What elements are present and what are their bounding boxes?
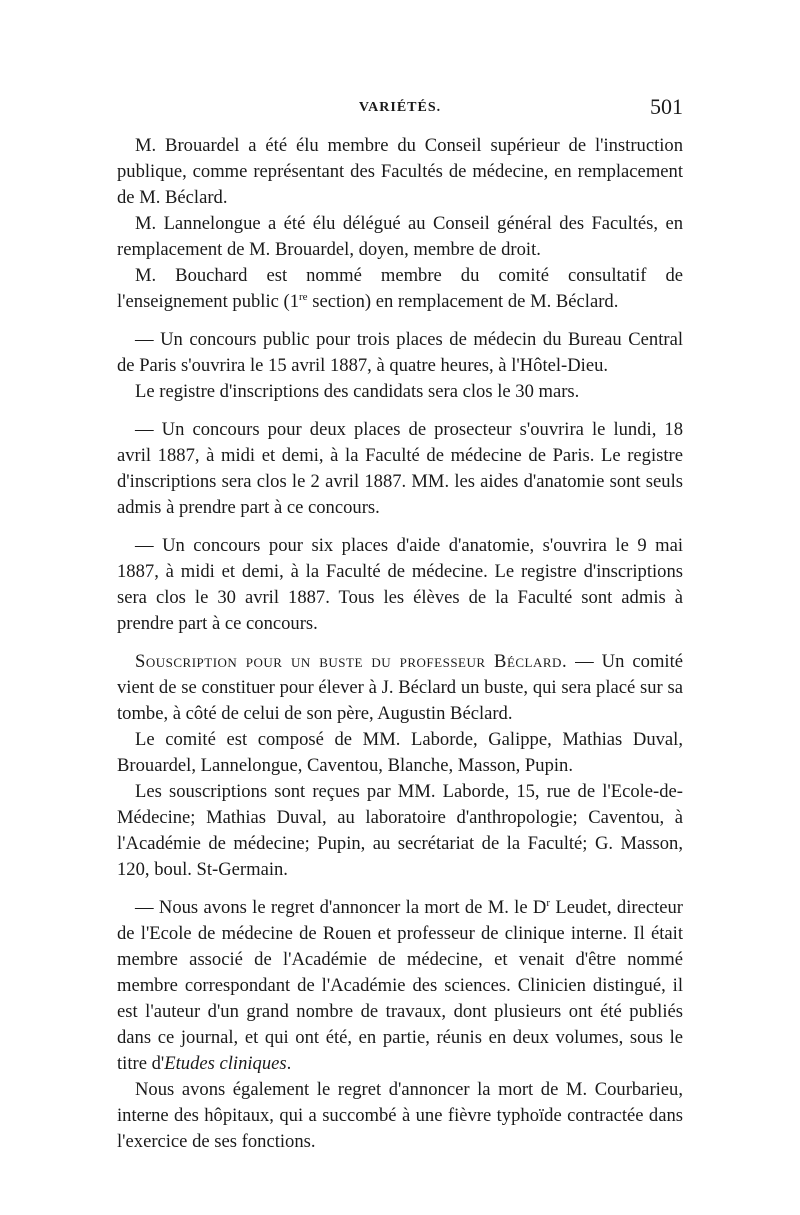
paragraph-brouardel: M. Brouardel a été élu membre du Conseil supérieur de l'instruction publique, comme représentant des Facultés de médecine, en remplacement de M. Béclard. xyxy=(117,135,683,208)
text-run: Leudet, directeur de l'Ecole de médecine de Rouen et professeur de clinique interne. Il était membre associé de l'Académie de médecine, et venait d'être nommé membre correspondant de l'Académie des sciences. Clinicien distingué, il est l'auteur d'un grand nombre de travaux, dont plusieurs ont été publiés dans ce journal, et qui ont été, en partie, réunis en deux volumes, sous le titre d' xyxy=(117,897,683,1074)
paragraph-souscriptions-recues: Les souscriptions sont reçues par MM. Laborde, 15, rue de l'Ecole-de-Médecine; Mathias Duval, au laboratoire d'anthropologie; Caventou, à l'Académie de médecine; Pupin, au secrétariat de la Faculté; G. Masson, 120, boul. St-Germain. xyxy=(117,781,683,880)
paragraph-lannelongue: M. Lannelongue a été élu délégué au Conseil général des Facultés, en remplacement de M. Brouardel, doyen, membre de droit. xyxy=(117,213,683,260)
paragraph-mort-leudet xyxy=(117,895,683,1077)
section-title: VARIÉTÉS. xyxy=(358,100,442,115)
body-text xyxy=(117,133,683,1155)
paragraph-souscription xyxy=(117,649,683,727)
text-run: M. Bouchard est nommé membre du comité consultatif de l'enseignement public (1 xyxy=(117,265,683,312)
page-number: 501 xyxy=(650,94,683,119)
paragraph-concours-aide-anatomie: — Un concours pour six places d'aide d'anatomie, s'ouvrira le 9 mai 1887, à midi et demi, à la Faculté de médecine. Le registre d'inscriptions sera clos le 30 avril 1887. Tous les élèves de la Faculté sont admis à prendre part à ce concours. xyxy=(117,535,683,634)
paragraph-bouchard xyxy=(117,263,683,315)
paragraph-concours-prosecteur: — Un concours pour deux places de prosecteur s'ouvrira le lundi, 18 avril 1887, à midi et demi, à la Faculté de médecine de Paris. Le registre d'inscriptions sera clos le 2 avril 1887. MM. les aides d'anatomie sont seuls admis à prendre part à ce concours. xyxy=(117,419,683,518)
book-title: Etudes cliniques xyxy=(164,1053,287,1074)
superscript: re xyxy=(299,290,308,303)
text-run: . xyxy=(286,1053,292,1074)
paragraph-registre-candidats: Le registre d'inscriptions des candidats sera clos le 30 mars. xyxy=(135,381,580,402)
paragraph-mort-courbarieu: Nous avons également le regret d'annoncer la mort de M. Courbarieu, interne des hôpitaux, qui a succombé à une fièvre typhoïde contractée dans l'exercice de ses fonctions. xyxy=(117,1079,683,1152)
souscription-heading: Souscription pour un buste du professeur Béclard. xyxy=(135,651,568,672)
running-head xyxy=(117,94,683,122)
paragraph-concours-bureau-central: — Un concours public pour trois places de médecin du Bureau Central de Paris s'ouvrira le 15 avril 1887, à quatre heures, à l'Hôtel-Dieu. xyxy=(117,329,683,376)
text-run: — Un comité vient de se constituer pour élever à J. Béclard un buste, qui sera placé sur sa tombe, à côté de celui de son père, Augustin Béclard. xyxy=(117,651,683,724)
superscript: r xyxy=(546,896,551,909)
text-run: — Nous avons le regret d'annoncer la mort de M. le D xyxy=(135,897,547,918)
text-run: section) en remplacement de M. Béclard. xyxy=(307,291,619,312)
paragraph-comite: Le comité est composé de MM. Laborde, Galippe, Mathias Duval, Brouardel, Lannelongue, Caventou, Blanche, Masson, Pupin. xyxy=(117,729,683,776)
